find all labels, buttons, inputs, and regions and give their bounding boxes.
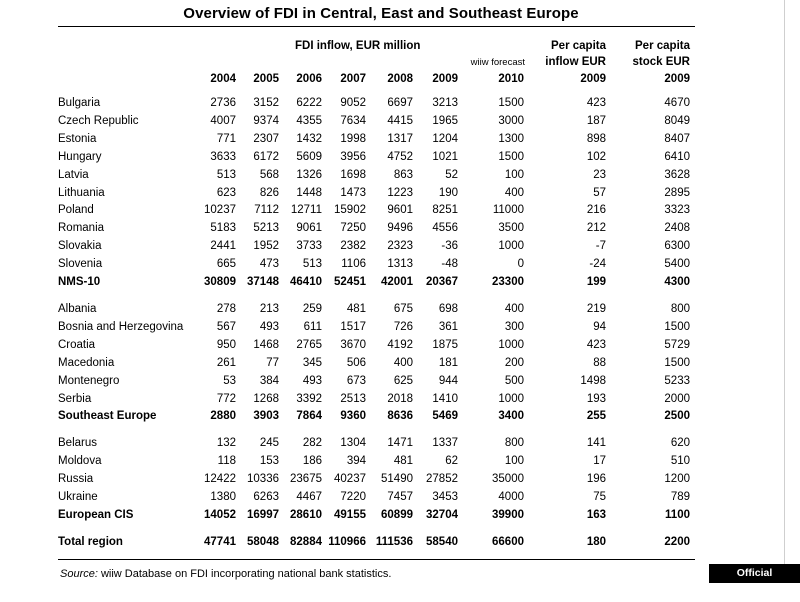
- value-cell: 4556: [432, 222, 458, 235]
- value-cell: 4670: [664, 97, 690, 109]
- year-header-2007: 2007: [340, 73, 366, 85]
- value-cell: 513: [302, 258, 322, 271]
- country-cell: Moldova: [58, 455, 102, 468]
- value-cell: 2880: [210, 410, 236, 423]
- value-cell: 620: [670, 437, 690, 450]
- spacer-row: [58, 525, 690, 534]
- value-cell: 2736: [210, 97, 236, 109]
- value-cell: 1021: [432, 150, 458, 163]
- value-cell: 1698: [340, 168, 366, 181]
- value-cell: 32704: [426, 508, 458, 521]
- value-cell: 394: [346, 455, 366, 468]
- value-cell: 2018: [387, 392, 413, 405]
- value-cell: 12711: [290, 204, 322, 217]
- value-cell: 1326: [296, 168, 322, 181]
- country-cell: Macedonia: [58, 356, 115, 369]
- country-cell: Albania: [58, 302, 97, 315]
- country-cell: Montenegro: [58, 374, 120, 387]
- value-cell: -7: [595, 240, 606, 253]
- value-cell: 944: [438, 374, 458, 387]
- value-cell: 4415: [387, 114, 413, 127]
- value-cell: 216: [586, 204, 606, 217]
- table-row: [58, 131, 690, 149]
- value-cell: 1468: [253, 338, 279, 351]
- table-row: [58, 489, 690, 507]
- value-cell: 153: [259, 455, 279, 468]
- country-cell: Southeast Europe: [58, 410, 157, 423]
- value-cell: 42001: [381, 276, 413, 289]
- official-publication-badge: Official publication: [709, 564, 800, 583]
- value-cell: 4007: [210, 114, 236, 127]
- table-row: [58, 301, 690, 319]
- value-cell: 2307: [253, 132, 279, 145]
- value-cell: 1000: [498, 338, 524, 351]
- value-cell: 245: [259, 437, 279, 450]
- country-cell: European CIS: [58, 508, 134, 521]
- spacer-cell: [58, 292, 690, 301]
- value-cell: 8049: [664, 114, 690, 127]
- year-header-inflow-2009: 2009: [580, 73, 606, 85]
- value-cell: 193: [586, 392, 606, 405]
- value-cell: 14052: [204, 508, 236, 521]
- value-cell: 481: [346, 302, 366, 315]
- value-cell: 212: [586, 222, 606, 235]
- value-cell: 3392: [296, 392, 322, 405]
- value-cell: 726: [393, 320, 413, 333]
- source-note: [60, 568, 391, 580]
- value-cell: 9061: [296, 222, 322, 235]
- value-cell: 611: [303, 320, 322, 333]
- value-cell: 2513: [340, 392, 366, 405]
- value-cell: 1500: [664, 320, 690, 333]
- value-cell: 1000: [498, 240, 524, 253]
- value-cell: 513: [216, 168, 236, 181]
- value-cell: 35000: [492, 473, 524, 486]
- value-cell: 100: [504, 168, 524, 181]
- country-cell: NMS-10: [58, 276, 101, 289]
- value-cell: 49155: [334, 508, 366, 521]
- value-cell: 278: [216, 302, 236, 315]
- country-cell: Bosnia and Herzegovina: [58, 320, 184, 333]
- value-cell: 500: [504, 374, 524, 387]
- country-cell: Lithuania: [58, 186, 105, 199]
- value-cell: 255: [586, 410, 606, 423]
- value-cell: 1313: [387, 258, 413, 271]
- year-header-2009: 2009: [432, 73, 458, 85]
- value-cell: 1268: [253, 392, 279, 405]
- value-cell: 2382: [340, 240, 366, 253]
- value-cell: 3633: [210, 150, 236, 163]
- value-cell: 1410: [432, 392, 458, 405]
- per-capita-inflow-header-line1: Per capita: [551, 40, 606, 52]
- value-cell: 3733: [296, 240, 322, 253]
- value-cell: 800: [504, 437, 524, 450]
- table-row: [58, 471, 690, 489]
- value-cell: 23300: [492, 276, 524, 289]
- value-cell: 282: [302, 437, 322, 450]
- value-cell: 493: [259, 320, 279, 333]
- value-cell: 789: [670, 491, 690, 504]
- value-cell: 493: [302, 374, 322, 387]
- table-row: [58, 337, 690, 355]
- value-cell: 60899: [381, 508, 413, 521]
- spacer-row: [58, 426, 690, 435]
- per-capita-stock-header-line1: Per capita: [635, 40, 690, 52]
- value-cell: 2000: [664, 392, 690, 405]
- spacer-row: [58, 292, 690, 301]
- value-cell: 510: [670, 455, 690, 468]
- value-cell: 8636: [387, 410, 413, 423]
- value-cell: 9601: [387, 204, 413, 217]
- value-cell: 219: [586, 302, 606, 315]
- value-cell: 180: [586, 535, 606, 548]
- value-cell: -24: [589, 258, 606, 271]
- value-cell: 196: [586, 473, 606, 486]
- value-cell: 675: [393, 302, 413, 315]
- value-cell: 2200: [664, 535, 690, 548]
- value-cell: 82884: [290, 535, 322, 548]
- value-cell: 1100: [665, 508, 690, 521]
- table-row: [58, 256, 690, 274]
- value-cell: 698: [438, 302, 458, 315]
- value-cell: 23675: [290, 473, 322, 486]
- value-cell: 1517: [340, 320, 366, 333]
- value-cell: 6300: [664, 240, 690, 253]
- value-cell: 400: [504, 186, 524, 199]
- value-cell: 6697: [387, 97, 413, 109]
- value-cell: 17: [593, 455, 606, 468]
- value-cell: 46410: [290, 276, 322, 289]
- source-label: Source:: [60, 568, 98, 580]
- year-header-2008: 2008: [387, 73, 413, 85]
- table-title: Overview of FDI in Central, East and Southeast Europe: [183, 5, 579, 22]
- year-header-2004: 2004: [210, 73, 236, 85]
- value-cell: 1998: [340, 132, 366, 145]
- value-cell: 261: [216, 356, 236, 369]
- value-cell: 9360: [340, 410, 366, 423]
- country-cell: Belarus: [58, 437, 97, 450]
- value-cell: 826: [259, 186, 279, 199]
- value-cell: 2408: [664, 222, 690, 235]
- value-cell: 20367: [426, 276, 458, 289]
- value-cell: 200: [504, 356, 524, 369]
- value-cell: 3400: [498, 410, 524, 423]
- value-cell: 0: [517, 258, 524, 271]
- value-cell: 7220: [340, 491, 366, 504]
- value-cell: 94: [593, 320, 606, 333]
- value-cell: -36: [441, 240, 458, 253]
- country-cell: Romania: [58, 222, 105, 235]
- country-cell: Bulgaria: [58, 97, 101, 109]
- value-cell: 11000: [492, 204, 524, 217]
- value-cell: 1952: [253, 240, 279, 253]
- value-cell: 7112: [254, 204, 279, 217]
- value-cell: 2895: [664, 186, 690, 199]
- value-cell: 12422: [204, 473, 236, 486]
- value-cell: 2500: [664, 410, 690, 423]
- value-cell: 473: [259, 258, 279, 271]
- value-cell: 384: [259, 374, 279, 387]
- value-cell: 863: [393, 168, 413, 181]
- value-cell: 9374: [253, 114, 279, 127]
- value-cell: 1432: [296, 132, 322, 145]
- value-cell: 625: [393, 374, 413, 387]
- country-cell: Total region: [58, 535, 123, 548]
- value-cell: 190: [438, 186, 458, 199]
- value-cell: 2765: [296, 338, 322, 351]
- value-cell: 771: [216, 132, 236, 145]
- value-cell: 7250: [340, 222, 366, 235]
- value-cell: 361: [438, 320, 458, 333]
- value-cell: 1337: [432, 437, 458, 450]
- value-cell: 1380: [210, 491, 236, 504]
- value-cell: 132: [216, 437, 236, 450]
- value-cell: 88: [593, 356, 606, 369]
- table-row: [58, 507, 690, 525]
- value-cell: 51490: [381, 473, 413, 486]
- table-row: [58, 220, 690, 238]
- value-cell: 3000: [498, 114, 524, 127]
- value-cell: 673: [346, 374, 366, 387]
- value-cell: 567: [216, 320, 236, 333]
- value-cell: 163: [586, 508, 606, 521]
- value-cell: 345: [302, 356, 322, 369]
- value-cell: 9496: [387, 222, 413, 235]
- value-cell: 8251: [432, 204, 458, 217]
- value-cell: 4000: [498, 491, 524, 504]
- value-cell: 27852: [426, 473, 458, 486]
- value-cell: 4467: [296, 491, 322, 504]
- year-header-2006: 2006: [296, 73, 322, 85]
- value-cell: 100: [504, 455, 524, 468]
- value-cell: 5213: [253, 222, 279, 235]
- value-cell: 1500: [498, 150, 524, 163]
- value-cell: 2441: [210, 240, 236, 253]
- country-cell: Croatia: [58, 338, 96, 351]
- spacer-cell: [58, 525, 690, 534]
- table-row: [58, 238, 690, 256]
- table-row: [58, 534, 690, 552]
- country-cell: Hungary: [58, 150, 102, 163]
- table-row: [58, 113, 690, 131]
- value-cell: 1304: [340, 437, 366, 450]
- value-cell: 66600: [492, 535, 524, 548]
- value-cell: 3453: [432, 491, 458, 504]
- year-header-2005: 2005: [253, 73, 279, 85]
- value-cell: 4752: [387, 150, 413, 163]
- value-cell: 1223: [387, 186, 413, 199]
- value-cell: 30809: [204, 276, 236, 289]
- value-cell: 1965: [432, 114, 458, 127]
- country-cell: Czech Republic: [58, 114, 139, 127]
- value-cell: 57: [593, 186, 606, 199]
- value-cell: 259: [302, 302, 322, 315]
- table-row: [58, 95, 690, 113]
- table-row: [58, 453, 690, 471]
- value-cell: 102: [586, 150, 606, 163]
- value-cell: 7634: [340, 114, 366, 127]
- value-cell: 187: [586, 114, 606, 127]
- value-cell: 3213: [432, 97, 458, 109]
- value-cell: 3323: [664, 204, 690, 217]
- country-cell: Slovenia: [58, 258, 103, 271]
- value-cell: 181: [438, 356, 458, 369]
- table-row: [58, 167, 690, 185]
- value-cell: 5183: [210, 222, 236, 235]
- value-cell: 77: [266, 356, 279, 369]
- value-cell: 75: [593, 491, 606, 504]
- value-cell: 1875: [432, 338, 458, 351]
- value-cell: 1500: [664, 356, 690, 369]
- value-cell: 40237: [334, 473, 366, 486]
- value-cell: 39900: [492, 508, 524, 521]
- table-row: [58, 202, 690, 220]
- value-cell: 47741: [204, 535, 236, 548]
- value-cell: 3628: [664, 168, 690, 181]
- value-cell: 1106: [341, 258, 366, 271]
- value-cell: 58048: [247, 535, 279, 548]
- value-cell: 6263: [253, 491, 279, 504]
- value-cell: 1200: [664, 473, 690, 486]
- value-cell: 4300: [664, 276, 690, 289]
- value-cell: 5609: [296, 150, 322, 163]
- table-row: [58, 274, 690, 292]
- value-cell: 3670: [340, 338, 366, 351]
- table-row: [58, 149, 690, 167]
- value-cell: 6410: [664, 150, 690, 163]
- spacer-cell: [58, 426, 690, 435]
- value-cell: 111536: [375, 535, 413, 548]
- value-cell: 52451: [334, 276, 366, 289]
- fdi-table: [58, 95, 690, 552]
- value-cell: 23: [593, 168, 606, 181]
- value-cell: 623: [216, 186, 236, 199]
- country-cell: Slovakia: [58, 240, 102, 253]
- value-cell: 110966: [328, 535, 366, 548]
- bottom-divider: [58, 559, 695, 560]
- value-cell: 213: [259, 302, 279, 315]
- value-cell: 772: [216, 392, 236, 405]
- year-header-stock-2009: 2009: [664, 73, 690, 85]
- value-cell: -48: [441, 258, 458, 271]
- value-cell: 5729: [664, 338, 690, 351]
- table-row: [58, 408, 690, 426]
- value-cell: 52: [445, 168, 458, 181]
- value-cell: 1317: [387, 132, 413, 145]
- value-cell: 950: [216, 338, 236, 351]
- country-cell: Estonia: [58, 132, 97, 145]
- value-cell: 53: [223, 374, 236, 387]
- value-cell: 4355: [296, 114, 322, 127]
- source-text: wiiw Database on FDI incorporating national bank statistics.: [97, 568, 392, 580]
- value-cell: 3152: [253, 97, 279, 109]
- value-cell: 1000: [498, 392, 524, 405]
- value-cell: 16997: [247, 508, 279, 521]
- value-cell: 898: [586, 132, 606, 145]
- country-cell: Ukraine: [58, 491, 98, 504]
- value-cell: 118: [217, 455, 236, 468]
- per-capita-inflow-header-line2: inflow EUR: [545, 56, 606, 68]
- value-cell: 10336: [247, 473, 279, 486]
- country-cell: Poland: [58, 204, 94, 217]
- table-row: [58, 355, 690, 373]
- value-cell: 300: [504, 320, 524, 333]
- table-row: [58, 435, 690, 453]
- value-cell: 1498: [580, 374, 606, 387]
- value-cell: 5233: [664, 374, 690, 387]
- value-cell: 37148: [247, 276, 279, 289]
- table-row: [58, 391, 690, 409]
- value-cell: 5469: [432, 410, 458, 423]
- value-cell: 423: [586, 338, 606, 351]
- value-cell: 5400: [664, 258, 690, 271]
- value-cell: 1300: [498, 132, 524, 145]
- value-cell: 1473: [340, 186, 366, 199]
- value-cell: 1448: [296, 186, 322, 199]
- value-cell: 800: [670, 302, 690, 315]
- value-cell: 199: [586, 276, 606, 289]
- value-cell: 665: [216, 258, 236, 271]
- country-cell: Serbia: [58, 392, 92, 405]
- value-cell: 7457: [387, 491, 413, 504]
- value-cell: 3956: [340, 150, 366, 163]
- table-row: [58, 185, 690, 203]
- value-cell: 400: [504, 302, 524, 315]
- value-cell: 28610: [290, 508, 322, 521]
- year-header-2010: 2010: [498, 73, 524, 85]
- value-cell: 568: [259, 168, 279, 181]
- value-cell: 1471: [387, 437, 413, 450]
- value-cell: 3903: [253, 410, 279, 423]
- value-cell: 9052: [340, 97, 366, 109]
- value-cell: 10237: [204, 204, 236, 217]
- value-cell: 400: [393, 356, 413, 369]
- per-capita-stock-header-line2: stock EUR: [632, 56, 690, 68]
- value-cell: 15902: [334, 204, 366, 217]
- value-cell: 186: [302, 455, 322, 468]
- table-row: [58, 373, 690, 391]
- forecast-note: wiiw forecast: [470, 57, 525, 68]
- value-cell: 423: [586, 97, 606, 109]
- value-cell: 481: [393, 455, 413, 468]
- value-cell: 1204: [432, 132, 458, 145]
- value-cell: 62: [445, 455, 458, 468]
- fdi-table-body: [58, 95, 690, 552]
- value-cell: 6172: [253, 150, 279, 163]
- value-cell: 58540: [426, 535, 458, 548]
- value-cell: 506: [346, 356, 366, 369]
- value-cell: 2323: [387, 240, 413, 253]
- title-divider: [58, 26, 695, 27]
- country-cell: Latvia: [58, 168, 89, 181]
- value-cell: 3500: [498, 222, 524, 235]
- value-cell: 6222: [296, 97, 322, 109]
- table-row: [58, 319, 690, 337]
- value-cell: 1500: [498, 97, 524, 109]
- value-cell: 4192: [387, 338, 413, 351]
- value-cell: 141: [586, 437, 606, 450]
- fdi-inflow-group-header: FDI inflow, EUR million: [295, 40, 421, 52]
- value-cell: 7864: [296, 410, 322, 423]
- value-cell: 8407: [664, 132, 690, 145]
- country-cell: Russia: [58, 473, 94, 486]
